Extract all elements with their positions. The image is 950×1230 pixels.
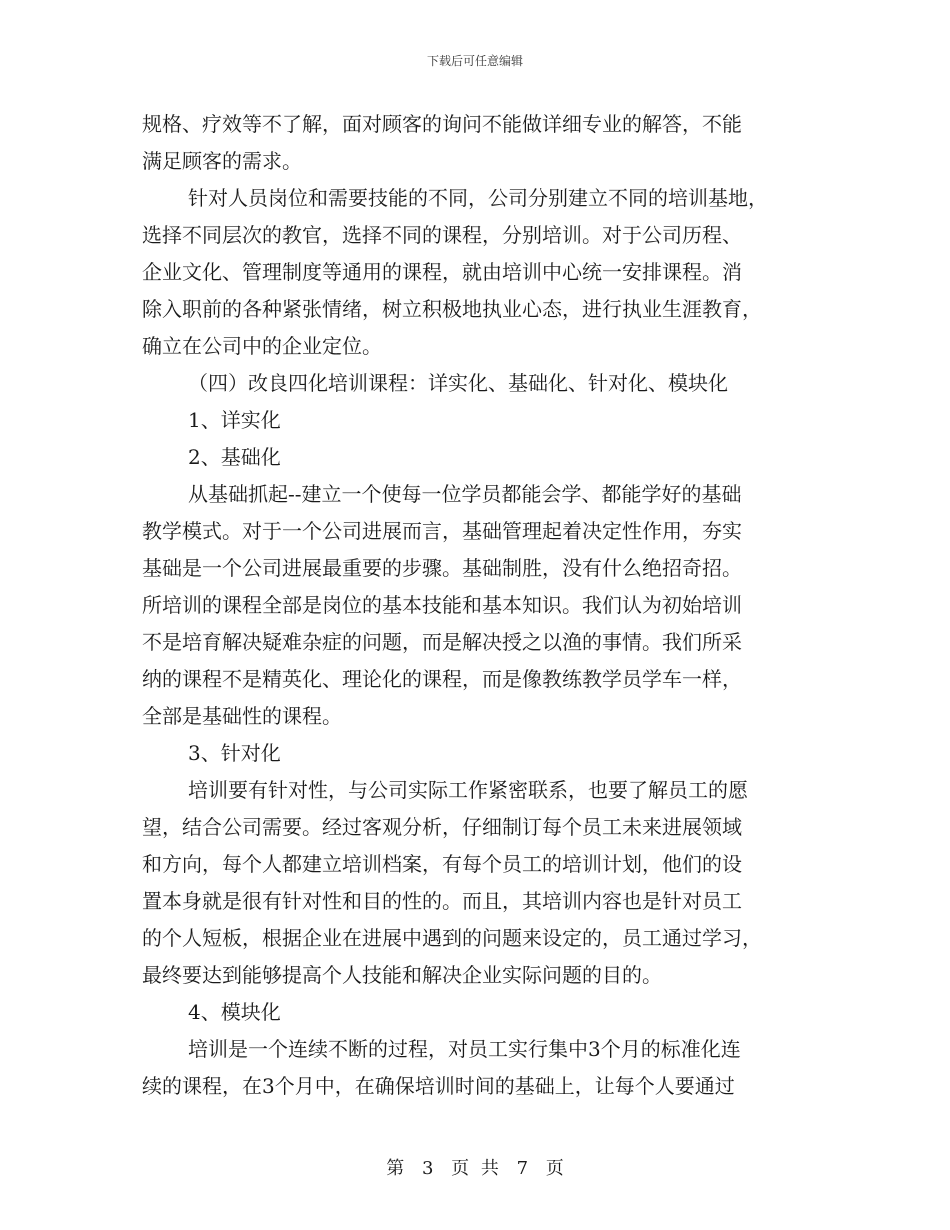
body-line: 全部是基础性的课程。 bbox=[142, 704, 342, 728]
subsection-heading: 3、针对化 bbox=[188, 741, 281, 765]
body-line: 基础是一个公司进展最重要的步骤。基础制胜，没有什么绝招奇招。 bbox=[142, 556, 742, 580]
body-line: 从基础抓起--建立一个使每一位学员都能会学、都能学好的基础 bbox=[188, 482, 742, 506]
total-page-count: 7 bbox=[516, 1158, 529, 1179]
body-line: 最终要达到能够提高个人技能和解决企业实际问题的目的。 bbox=[142, 963, 662, 987]
document-body bbox=[142, 106, 812, 1105]
body-line: 培训是一个连续不断的过程，对员工实行集中3个月的标准化连 bbox=[188, 1037, 741, 1061]
current-page-number: 3 bbox=[421, 1158, 434, 1179]
body-line: 企业文化、管理制度等通用的课程，就由培训中心统一安排课程。消 bbox=[142, 260, 742, 284]
body-line: 确立在公司中的企业定位。 bbox=[142, 334, 382, 358]
body-line: 教学模式。对于一个公司进展而言，基础管理起着决定性作用，夯实 bbox=[142, 519, 742, 543]
page-footer bbox=[0, 1154, 950, 1180]
body-line: 针对人员岗位和需要技能的不同，公司分别建立不同的培训基地， bbox=[188, 186, 768, 210]
footer-prefix: 第 bbox=[386, 1158, 405, 1179]
body-line: 培训要有针对性，与公司实际工作紧密联系，也要了解员工的愿 bbox=[188, 778, 748, 802]
body-line: 选择不同层次的教官，选择不同的课程，分别培训。对于公司历程、 bbox=[142, 223, 742, 247]
body-line: 不是培育解决疑难杂症的问题，而是解决授之以渔的事情。我们所采 bbox=[142, 630, 742, 654]
body-line: 的个人短板，根据企业在进展中遇到的问题来设定的，员工通过学习， bbox=[142, 926, 762, 950]
body-line: 和方向，每个人都建立培训档案，有每个员工的培训计划，他们的设 bbox=[142, 852, 742, 876]
footer-suffix: 页 bbox=[545, 1158, 564, 1179]
page-header: 下载后可任意编辑 bbox=[426, 54, 523, 68]
body-line: 置本身就是很有针对性和目的性的。而且，其培训内容也是针对员工 bbox=[142, 889, 742, 913]
body-line: 续的课程，在3个月中，在确保培训时间的基础上，让每个人要通过 bbox=[142, 1074, 735, 1098]
subsection-heading: 1、详实化 bbox=[188, 408, 281, 432]
body-line: 望，结合公司需要。经过客观分析，仔细制订每个员工未来进展领域 bbox=[142, 815, 742, 839]
body-line: 满足顾客的需求。 bbox=[142, 149, 302, 173]
body-line: 纳的课程不是精英化、理论化的课程，而是像教练教学员学车一样， bbox=[142, 667, 742, 691]
body-line: 规格、疗效等不了解，面对顾客的询问不能做详细专业的解答，不能 bbox=[142, 112, 742, 136]
body-line: 所培训的课程全部是岗位的基本技能和基本知识。我们认为初始培训 bbox=[142, 593, 742, 617]
footer-middle: 页 共 bbox=[451, 1158, 499, 1179]
body-line: 除入职前的各种紧张情绪，树立积极地执业心态，进行执业生涯教育， bbox=[142, 297, 762, 321]
section-heading: （四）改良四化培训课程：详实化、基础化、针对化、模块化 bbox=[188, 371, 728, 395]
subsection-heading: 2、基础化 bbox=[188, 445, 281, 469]
subsection-heading: 4、模块化 bbox=[188, 1000, 281, 1024]
